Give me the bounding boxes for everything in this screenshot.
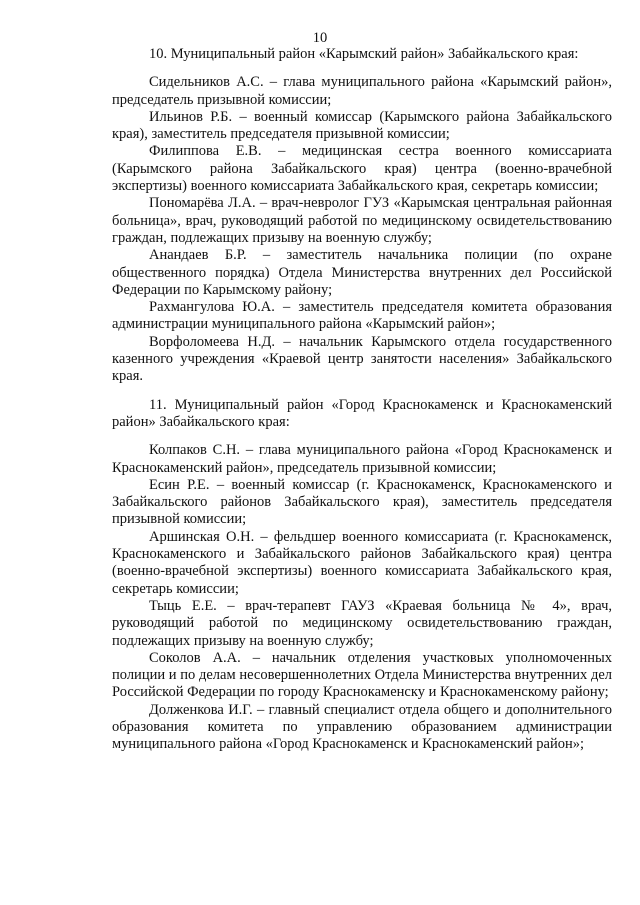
commission-member: Рахмангулова Ю.А. – заместитель председателя комитета образования администрации муниципального района «Карымский район»;	[112, 299, 612, 333]
commission-member: Тыць Е.Е. – врач-терапевт ГАУЗ «Краевая больница № 4», врач, руководящий работой по медицинскому освидетельствованию граждан, подлежащих призыву на военную службу;	[112, 597, 612, 649]
commission-member: Ильинов Р.Б. – военный комиссар (Карымского района Забайкальского края), заместитель председателя призывной комиссии;	[112, 108, 612, 143]
document-body	[112, 46, 612, 754]
commission-member: Долженкова И.Г. – главный специалист отдела общего и дополнительного образования комитета по управлению образованием администрации муниципального района «Город Краснокаменск и Краснокаменский район»;	[112, 701, 612, 753]
commission-member: Колпаков С.Н. – глава муниципального района «Город Краснокаменск и Краснокаменский район», председатель призывной комиссии;	[112, 442, 612, 476]
section-heading-10: 10. Муниципальный район «Карымский район» Забайкальского края:	[149, 46, 579, 62]
commission-member: Филиппова Е.В. – медицинская сестра военного комиссариата (Карымского района Забайкальского края) центра (военно-врачебной экспертизы) военного комиссариата Забайкальского края, секретарь комиссии;	[112, 143, 612, 195]
commission-member: Ворфоломеева Н.Д. – начальник Карымского отдела государственного казенного учреждения «Краевой центр занятости населения» Забайкальского края.	[112, 333, 612, 385]
commission-member: Анандаев Б.Р. – заместитель начальника полиции (по охране общественного порядка) Отдела Министерства внутренних дел Российской Федерации по Карымскому району;	[112, 247, 612, 298]
page-number: 10	[312, 30, 328, 46]
commission-member: Аршинская О.Н. – фельдшер военного комиссариата (г. Краснокаменск, Краснокаменского и Забайкальского районов Забайкальского края) центра (военно-врачебной экспертизы) военного комиссариата Забайкальского края, секретарь комиссии;	[112, 528, 612, 597]
commission-member: Пономарёва Л.А. – врач-невролог ГУЗ «Карымская центральная районная больница», врач, руководящий работой по медицинскому освидетельствованию граждан, подлежащих призыву на военную службу;	[112, 195, 612, 246]
commission-member: Соколов А.А. – начальник отделения участковых уполномоченных полиции и по делам несовершеннолетних Отдела Министерства внутренних дел Российской Федерации по городу Краснокаменску и Краснокаменскому району;	[112, 649, 612, 701]
commission-member: Есин Р.Е. – военный комиссар (г. Краснокаменск, Краснокаменского и Забайкальского районов Забайкальского края), заместитель председателя призывной комиссии;	[112, 476, 612, 528]
section-heading-11: 11. Муниципальный район «Город Краснокаменск и Краснокаменский район» Забайкальского края:	[112, 396, 612, 430]
commission-member: Сидельников А.С. – глава муниципального района «Карымский район», председатель призывной комиссии;	[112, 74, 612, 108]
